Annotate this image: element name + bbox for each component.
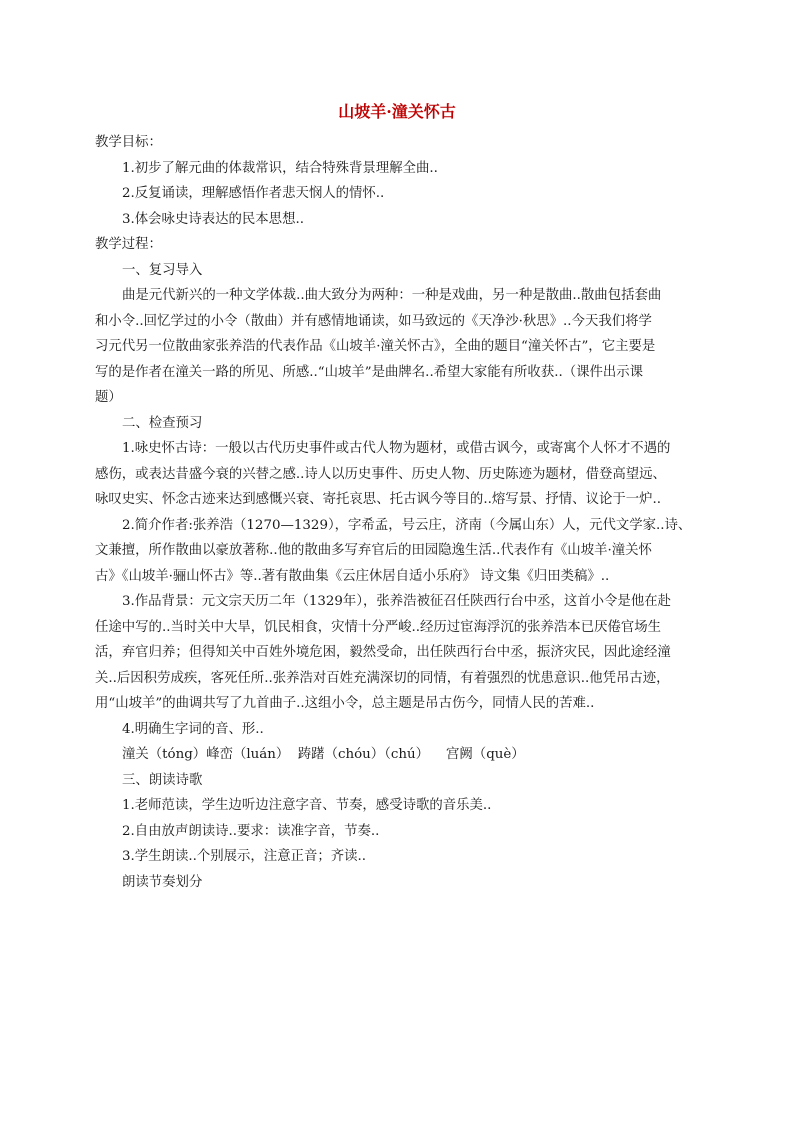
section-heading: 二、检查预习 xyxy=(122,415,203,431)
paragraph-line: 曲是元代新兴的一种文学体裁..曲大致分为两种：一种是戏曲，另一种是散曲..散曲包括套曲 xyxy=(122,288,662,303)
paragraph-line: 文兼擅，所作散曲以豪放著称..他的散曲多写弃官后的田园隐逸生活..代表作有《山坡羊·潼关怀 xyxy=(95,543,652,558)
goals-heading: 教学目标： xyxy=(95,135,162,150)
paragraph-line: 任途中写的..当时关中大旱，饥民相食，灾情十分严峻..经历过宦海浮沉的张养浩本已厌倦官场生 xyxy=(95,619,662,635)
goal-item: 3.体会咏史诗表达的民本思想.. xyxy=(122,211,304,227)
reading-item: 1.老师范读，学生边听边注意字音、节奏，感受诗歌的音乐美.. xyxy=(122,798,492,813)
paragraph-line: 感伤，或表达昔盛今衰的兴替之感..诗人以历史事件、历史人物、历史陈迹为题材，借登高望远、 xyxy=(95,466,666,482)
paragraph-item-1 xyxy=(95,436,701,513)
paragraph-line: 咏叹史实、怀念古迹来达到感慨兴衰、寄托哀思、托古讽今等目的..熔写景、抒情、议论于一炉.. xyxy=(95,492,662,507)
paragraph-line: 古》《山坡羊·骊山怀古》等..著有散曲集《云庄休居自适小乐府》 诗文集《归田类稿》.. xyxy=(95,568,610,584)
paragraph-line: 和小令..回忆学过的小令（散曲）并有感情地诵读，如马致远的《天净沙·秋思》..今天我们将学 xyxy=(95,313,652,329)
goal-item: 2.反复诵读，理解感悟作者悲天悯人的情怀.. xyxy=(122,186,385,201)
paragraph-line: 写的是作者在潼关一路的所见、所感..“山坡羊”是曲牌名..希望大家能有所收获..（课件出示课 xyxy=(95,364,644,380)
section-heading: 一、复习导入 xyxy=(122,262,203,278)
paragraph-item-3 xyxy=(95,589,701,717)
paragraph-intro xyxy=(95,283,701,411)
process-heading: 教学过程： xyxy=(95,237,162,252)
paragraph-line: 2.简介作者:张养浩（1270—1329），字希孟，号云庄，济南（今属山东）人，元代文学家..诗、 xyxy=(122,517,692,533)
paragraph-line: 题） xyxy=(95,390,122,405)
paragraph-line: 1.咏史怀古诗：一般以古代历史事件或古代人物为题材，或借古讽今，或寄寓个人怀才不遇的 xyxy=(122,441,671,456)
goal-item: 1.初步了解元曲的体裁常识，结合特殊背景理解全曲.. xyxy=(122,160,438,176)
paragraph-line: 3.作品背景：元文宗天历二年（1329年），张养浩被征召任陕西行台中丞，这首小令是他在赴 xyxy=(122,594,671,609)
document-body xyxy=(95,130,701,895)
paragraph-line: 关..后因积劳成疾，客死任所..张养浩对百姓充满深切的同情，有着强烈的忧患意识..他凭吊古迹， xyxy=(95,670,670,686)
reading-item: 2.自由放声朗读诗..要求：读准字音，节奏.. xyxy=(122,823,380,839)
paragraph-line: 习元代另一位散曲家张养浩的代表作品《山坡羊·潼关怀古》，全曲的题目“潼关怀古”，它主要是 xyxy=(95,339,656,354)
reading-item: 3.学生朗读..个别展示，注意正音；齐读.. xyxy=(122,849,367,864)
section-heading: 三、朗读诗歌 xyxy=(122,772,203,788)
document-title: 山坡羊·潼关怀古 xyxy=(338,102,456,121)
reading-rhythm-heading: 朗读节奏划分 xyxy=(122,874,203,890)
paragraph-item-2 xyxy=(95,513,701,590)
paragraph-line: 活，弃官归养；但得知关中百姓外境危困，毅然受命，出任陕西行台中丞，振济灾民，因此途经潼 xyxy=(95,645,671,660)
paragraph-item-4: 4.明确生字词的音、形.. xyxy=(122,721,264,737)
paragraph-line: 用“山坡羊”的曲调共写了九首曲子..这组小令，总主题是吊古伤今，同情人民的苦难.. xyxy=(95,696,595,711)
word-pronunciation-list: 潼关（tóng）峰峦（luán） 踌躇（chóu）（chú） 宫阙（què） xyxy=(122,747,525,762)
